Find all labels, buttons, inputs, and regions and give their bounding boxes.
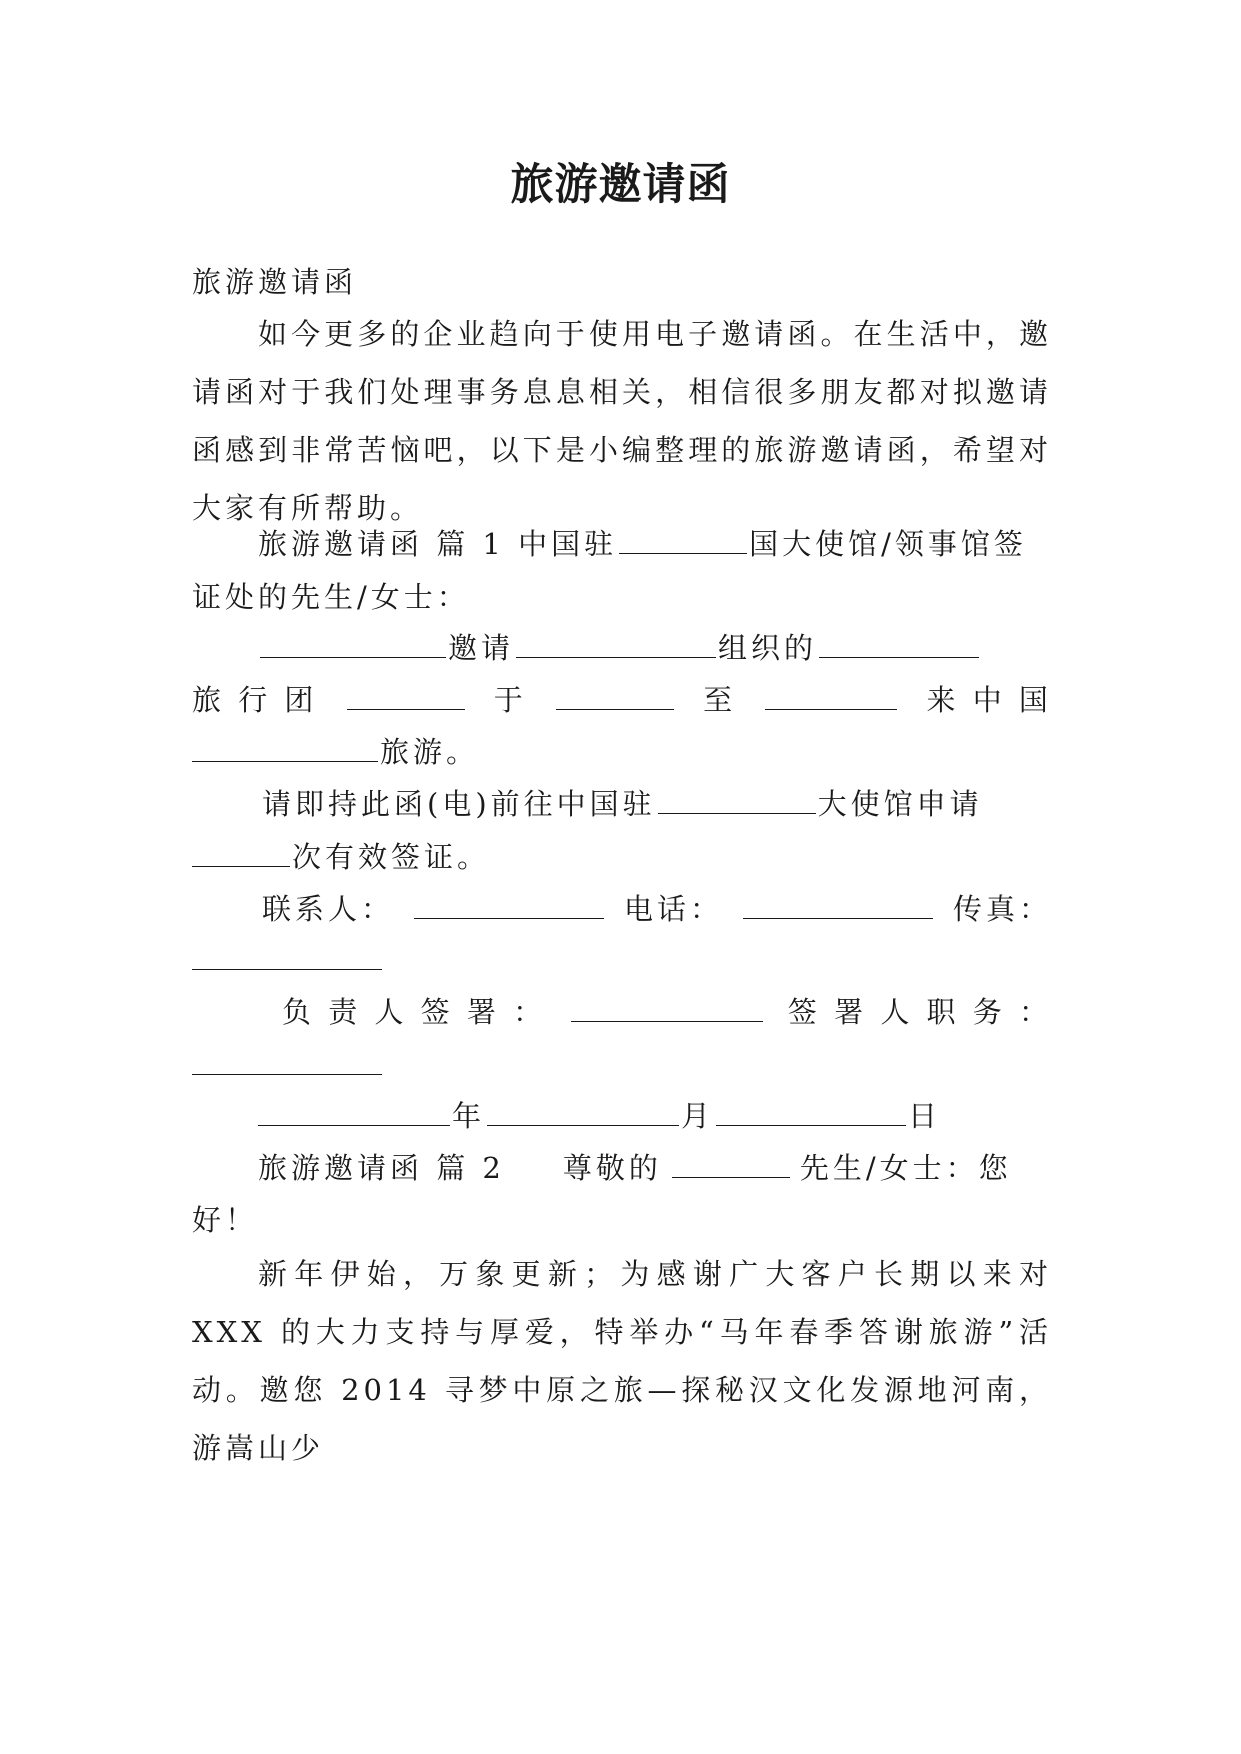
invite-line: [258, 619, 1052, 677]
fax-blank: [192, 968, 382, 970]
year-label: 年: [452, 1099, 486, 1133]
signer-label: 负 责 人 签 署 ：: [282, 995, 547, 1029]
phone-label: 电话：: [623, 892, 723, 926]
group-name-blank: [347, 689, 465, 710]
section2-heading: [258, 1139, 1052, 1197]
section2-paragraph: 新年伊始，万象更新；为感谢广大客户长期以来对 XXX 的大力支持与厚爱，特举办“马年春季答谢旅游”活动。邀您 2014 寻梦中原之旅—探秘汉文化发源地河南，游嵩山少: [192, 1257, 1052, 1465]
day-blank: [716, 1105, 906, 1126]
position-label: 签 署 人 职 务 ：: [787, 995, 1052, 1029]
signer-blank: [571, 1001, 763, 1022]
inviter-blank: [260, 637, 446, 658]
section1-heading-suffix: 国大使馆/领事馆签: [749, 527, 1027, 561]
month-label: 月: [681, 1099, 715, 1133]
recipient-blank: [672, 1157, 790, 1178]
day-label: 日: [908, 1099, 942, 1133]
contact-label: 联系人：: [262, 892, 395, 926]
organized-word: 组织的: [718, 631, 818, 665]
embassy-blank: [658, 793, 816, 814]
section1-heading: [258, 515, 1052, 573]
destination-blank: [192, 741, 378, 762]
contact-blank: [414, 898, 604, 919]
from-word: 于: [493, 683, 527, 717]
signer-line: [282, 983, 1052, 1041]
embassy-country-blank: [619, 533, 747, 554]
section1-heading-prefix: 旅游邀请函 篇 1 中国驻: [258, 527, 618, 561]
visa-text: 次有效签证。: [292, 840, 491, 874]
to-word: 至: [703, 683, 737, 717]
request-suffix: 大使馆申请: [817, 787, 983, 821]
visa-line: [192, 828, 1052, 886]
invite-word: 邀请: [448, 631, 515, 665]
section1-heading-line2: 证处的先生/女士：: [192, 580, 470, 614]
tour-group-line: [192, 671, 1052, 729]
travel-line: [192, 723, 1052, 781]
organizer-blank: [516, 637, 716, 658]
travel-word: 旅游。: [380, 735, 480, 769]
contact-line: [262, 880, 1052, 938]
start-date-blank: [556, 689, 674, 710]
tour-group-label: 旅 行 团: [192, 683, 318, 717]
year-blank: [258, 1105, 450, 1126]
position-blank: [192, 1073, 382, 1075]
visa-count-blank: [192, 846, 290, 867]
organization-blank: [819, 637, 979, 658]
greeting-prefix: 尊敬的: [562, 1151, 662, 1185]
date-line: [258, 1087, 1052, 1145]
document-subtitle: 旅游邀请函: [192, 265, 358, 299]
request-prefix: 请即持此函(电)前往中国驻: [262, 787, 656, 821]
greeting-suffix: 先生/女士：您: [799, 1151, 1012, 1185]
fax-label: 传真：: [952, 892, 1052, 926]
intro-paragraph: 如今更多的企业趋向于使用电子邀请函。在生活中，邀请函对于我们处理事务息息相关，相信很多朋友都对拟邀请函感到非常苦恼吧，以下是小编整理的旅游邀请函，希望对大家有所帮助。: [192, 317, 1052, 525]
section2-heading-prefix: 旅游邀请函 篇 2: [258, 1151, 505, 1185]
greeting-line2: 好！: [192, 1203, 259, 1237]
end-date-blank: [765, 689, 897, 710]
phone-blank: [743, 898, 933, 919]
month-blank: [487, 1105, 679, 1126]
document-title: 旅游邀请函: [510, 160, 731, 210]
request-line: [262, 775, 1056, 833]
come-china-label: 来 中 国: [926, 683, 1052, 717]
